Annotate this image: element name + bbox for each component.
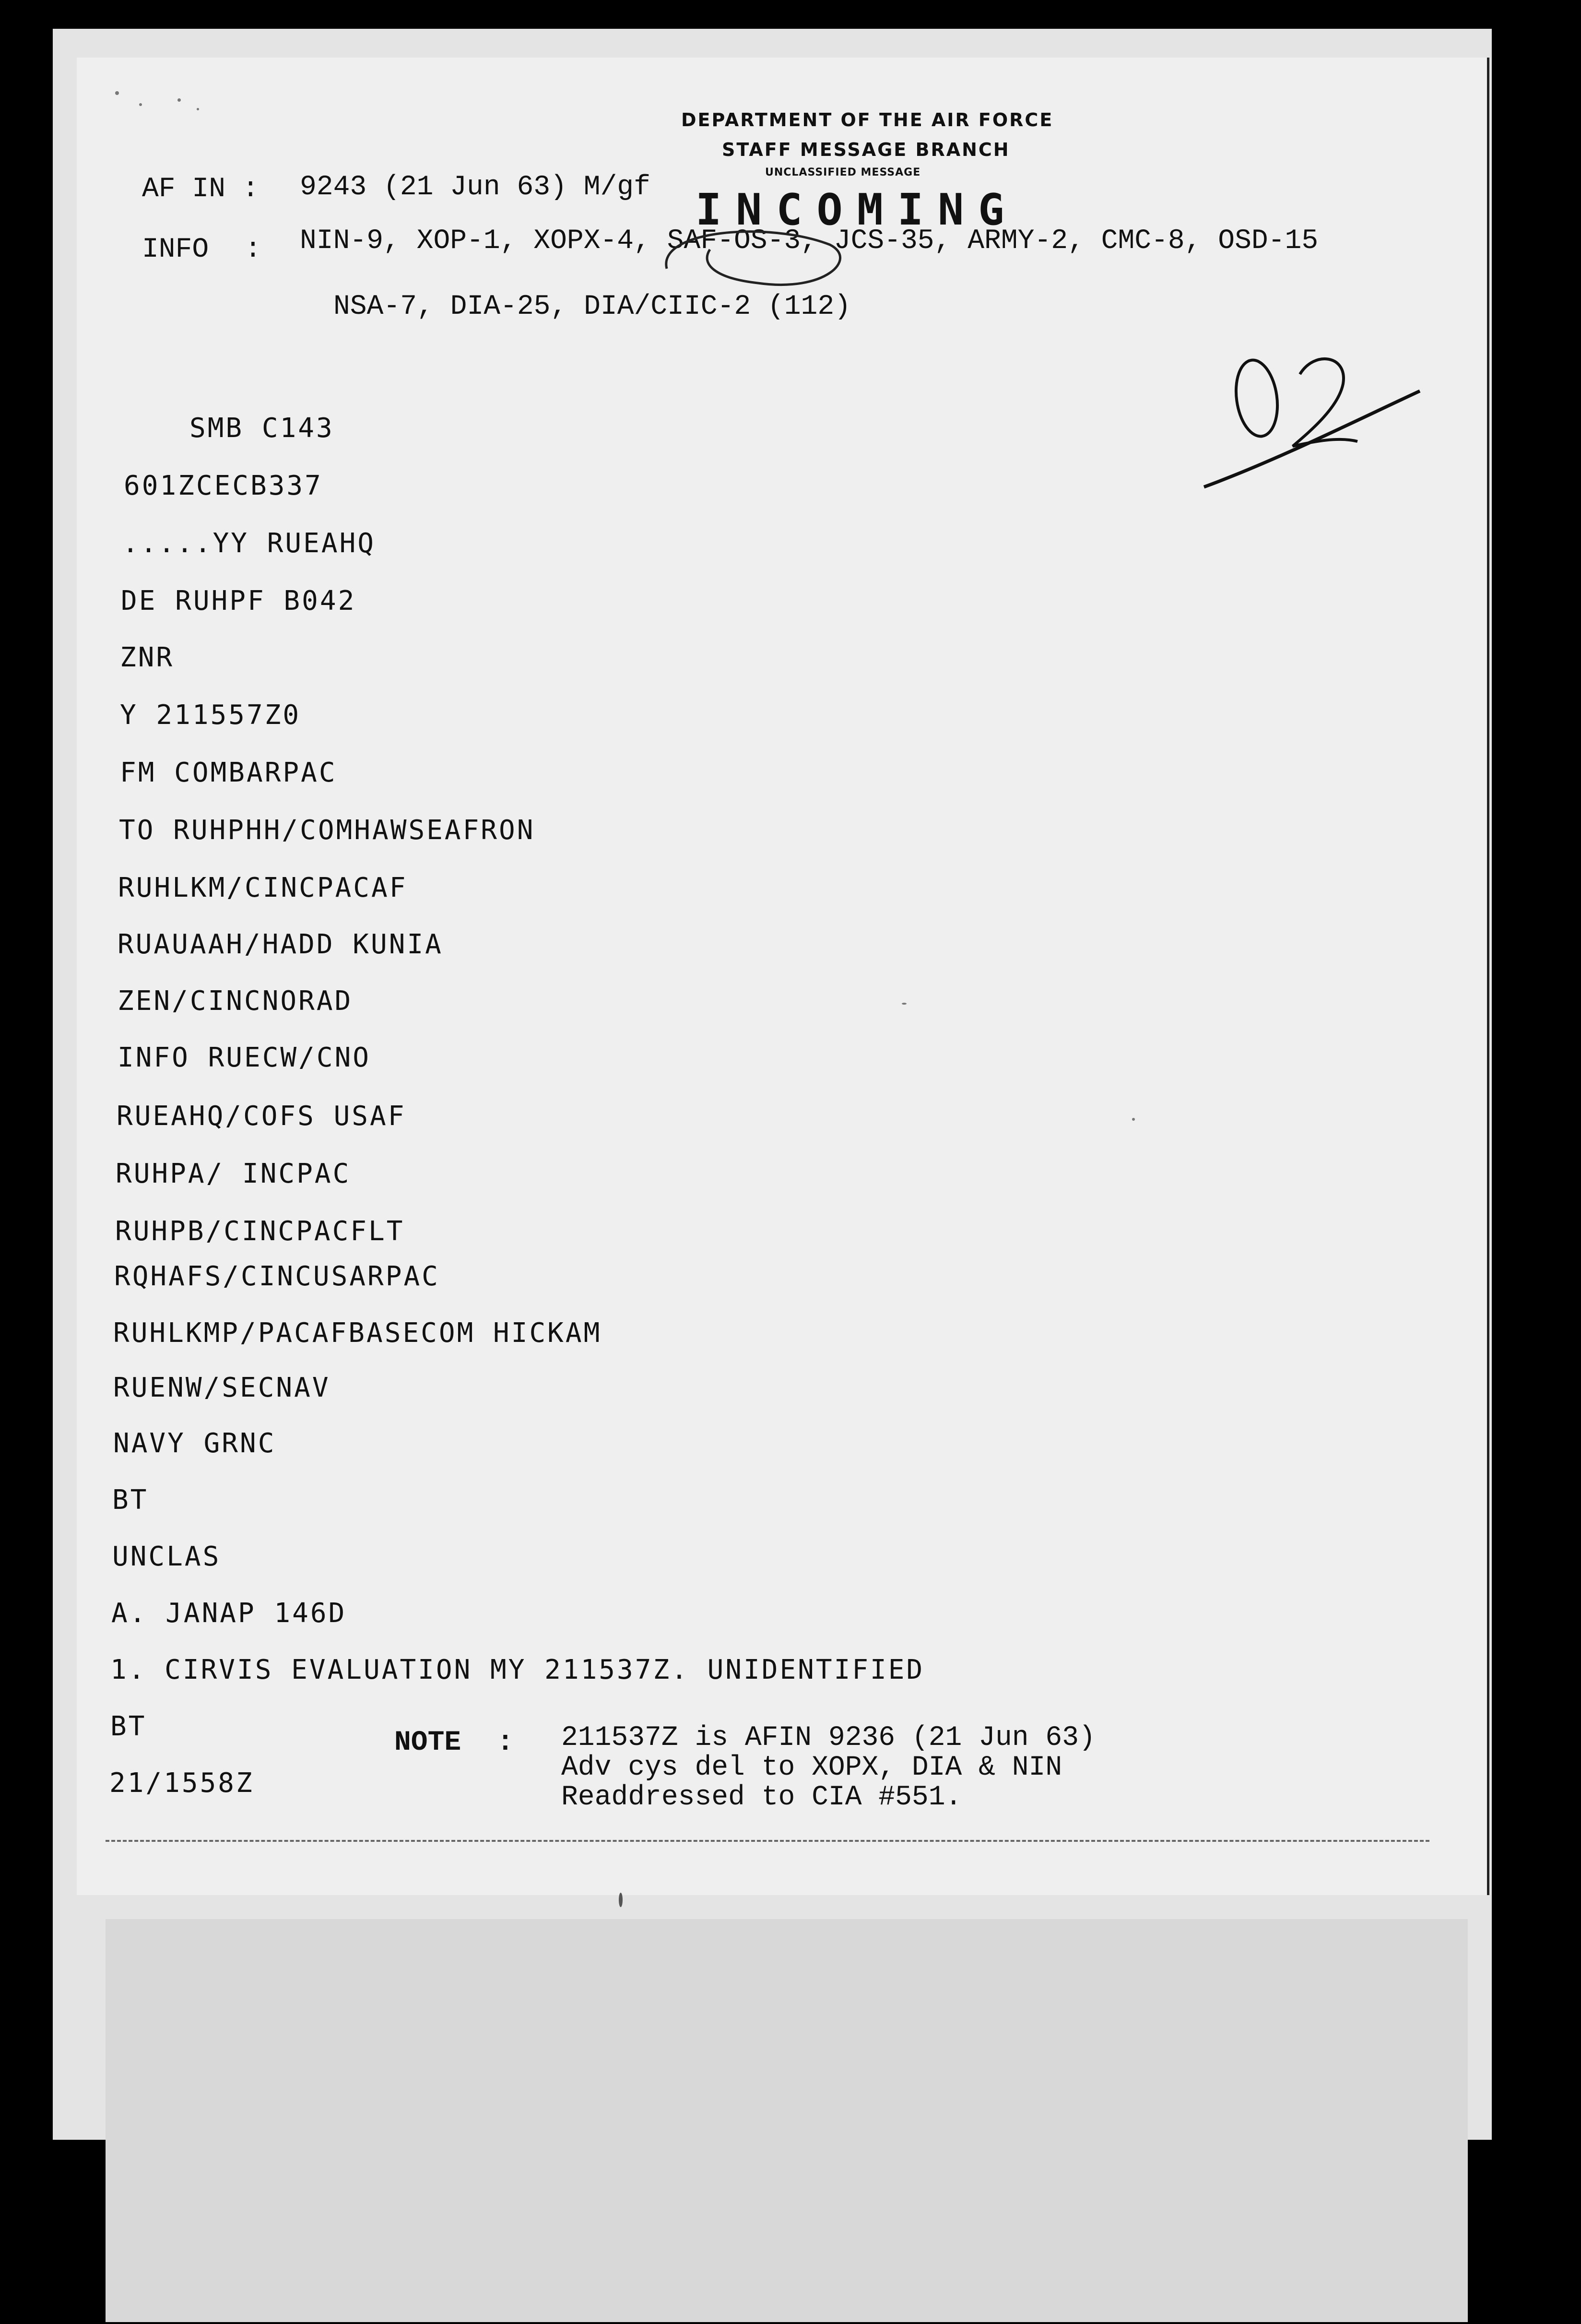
msg-line-20: BT <box>112 1484 149 1516</box>
note-line-3: Readdressed to CIA #551. <box>561 1782 962 1813</box>
msg-line-11: ZEN/CINCNORAD <box>118 985 353 1017</box>
msg-line-08: TO RUHPHH/COMHAWSEAFRON <box>119 815 535 846</box>
scribble-mark <box>643 202 873 297</box>
msg-line-01: SMB C143 <box>189 413 334 444</box>
msg-line-17: RUHLKMP/PACAFBASECOM HICKAM <box>113 1317 602 1349</box>
department-title: DEPARTMENT OF THE AIR FORCE <box>681 109 1054 130</box>
msg-line-14: RUHPA/ INCPAC <box>116 1158 351 1189</box>
branch-title: STAFF MESSAGE BRANCH <box>722 139 1010 160</box>
msg-line-24: BT <box>110 1711 147 1742</box>
msg-line-09: RUHLKM/CINCPACAF <box>118 872 408 903</box>
af-in-label: AF IN : <box>142 174 259 205</box>
classification-label: UNCLASSIFIED MESSAGE <box>765 166 921 178</box>
msg-line-22: A. JANAP 146D <box>111 1598 347 1629</box>
msg-line-05: ZNR <box>120 642 175 673</box>
msg-line-16: RQHAFS/CINCUSARPAC <box>114 1261 440 1292</box>
msg-line-02: 601ZCECB337 <box>124 470 323 501</box>
handwritten-09-mark <box>1190 345 1439 504</box>
note-line-1: 211537Z is AFIN 9236 (21 Jun 63) <box>561 1722 1096 1754</box>
msg-line-10: RUAUAAH/HADD KUNIA <box>118 929 443 960</box>
msg-line-21: UNCLAS <box>112 1541 221 1572</box>
msg-line-04: DE RUHPF B042 <box>121 585 356 617</box>
msg-line-15: RUHPB/CINCPACFLT <box>115 1216 405 1247</box>
info-label: INFO : <box>142 234 261 265</box>
note-line-2: Adv cys del to XOPX, DIA & NIN <box>561 1752 1062 1783</box>
msg-line-18: RUENW/SECNAV <box>113 1372 330 1403</box>
msg-line-13: RUEAHQ/COFS USAF <box>117 1101 406 1132</box>
note-label: NOTE : <box>394 1727 514 1758</box>
scan-margin <box>106 1919 1468 2322</box>
af-in-value: 9243 (21 Jun 63) M/gf <box>300 172 650 203</box>
msg-line-23: 1. CIRVIS EVALUATION MY 211537Z. UNIDENTIFIED <box>110 1654 925 1685</box>
msg-line-07: FM COMBARPAC <box>120 757 337 788</box>
info-distribution-line2: NSA-7, DIA-25, DIA/CIIC-2 (112) <box>333 291 851 322</box>
incoming-stamp: INCOMING <box>696 185 1019 235</box>
msg-line-06: Y 211557Z0 <box>120 700 301 731</box>
info-distribution-line1: NIN-9, XOP-1, XOPX-4, SAF-OS-3, JCS-35, ARMY-2, CMC-8, OSD-15 <box>300 225 1319 257</box>
msg-line-19: NAVY GRNC <box>113 1428 276 1459</box>
msg-line-12: INFO RUECW/CNO <box>118 1042 371 1073</box>
bottom-divider <box>106 1840 1429 1842</box>
msg-line-25: 21/1558Z <box>109 1767 254 1799</box>
msg-line-03: .....YY RUEAHQ <box>122 528 376 559</box>
